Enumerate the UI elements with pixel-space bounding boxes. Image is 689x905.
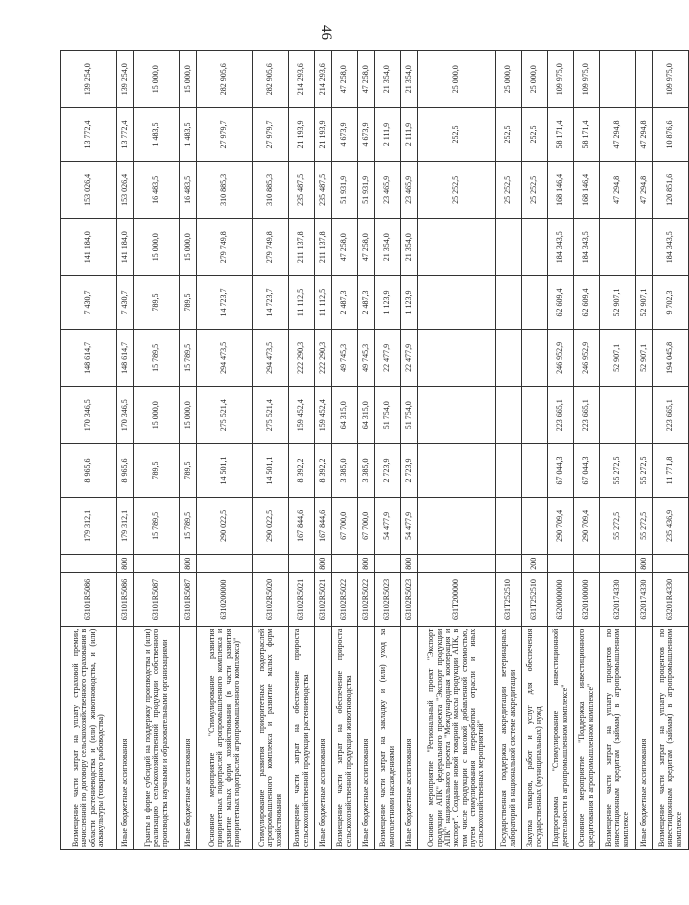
row-value: 282 905,6 bbox=[253, 51, 289, 108]
row-value: 14 501,1 bbox=[253, 444, 289, 497]
row-group: 800 bbox=[117, 555, 134, 573]
row-value: 223 665,1 bbox=[653, 387, 689, 444]
row-value: 16 483,5 bbox=[180, 161, 197, 218]
row-value: 47 258,0 bbox=[358, 51, 375, 108]
row-value: 25 252,5 bbox=[496, 161, 522, 218]
table-row bbox=[418, 51, 496, 850]
row-value: 179 312,1 bbox=[117, 497, 134, 554]
row-value: 21 193,9 bbox=[289, 108, 315, 161]
row-group: 800 bbox=[180, 555, 197, 573]
row-value: 252,5 bbox=[418, 108, 496, 161]
row-value: 246 952,9 bbox=[574, 329, 600, 386]
row-value: 120 851,6 bbox=[653, 161, 689, 218]
row-value: 1 483,5 bbox=[180, 108, 197, 161]
row-value: 64 315,0 bbox=[358, 387, 375, 444]
row-value: 9 702,3 bbox=[653, 276, 689, 329]
row-value bbox=[600, 387, 636, 444]
row-value: 222 290,3 bbox=[289, 329, 315, 386]
row-value: 290 022,5 bbox=[253, 497, 289, 554]
row-value: 47 294,8 bbox=[600, 108, 636, 161]
row-name: Иные бюджетные ассигнования bbox=[180, 626, 197, 849]
row-value: 55 272,5 bbox=[636, 444, 653, 497]
row-value bbox=[600, 51, 636, 108]
row-value: 58 171,4 bbox=[574, 108, 600, 161]
row-value: 15 000,0 bbox=[134, 219, 180, 276]
page-number: 46 bbox=[318, 25, 334, 40]
row-value bbox=[522, 276, 548, 329]
row-value: 184 343,5 bbox=[574, 219, 600, 276]
row-value: 310 885,3 bbox=[253, 161, 289, 218]
row-value: 11 112,5 bbox=[315, 276, 332, 329]
row-value: 279 749,8 bbox=[197, 219, 253, 276]
row-value: 14 723,7 bbox=[253, 276, 289, 329]
table-row bbox=[574, 51, 600, 850]
row-value: 23 465,9 bbox=[401, 161, 418, 218]
row-code: 63102R5020 bbox=[253, 573, 289, 626]
row-code: 63201R4330 bbox=[653, 573, 689, 626]
row-value: 8 965,6 bbox=[61, 444, 117, 497]
row-code: 63101R5087 bbox=[180, 573, 197, 626]
row-value: 55 272,5 bbox=[636, 497, 653, 554]
row-value bbox=[522, 329, 548, 386]
row-value: 148 614,7 bbox=[117, 329, 134, 386]
row-value: 4 673,9 bbox=[332, 108, 358, 161]
row-code: 63102R5022 bbox=[332, 573, 358, 626]
row-value: 2 723,9 bbox=[401, 444, 418, 497]
row-code: 63102R5022 bbox=[358, 573, 375, 626]
table-row bbox=[548, 51, 574, 850]
table-row bbox=[375, 51, 401, 850]
row-value: 141 184,0 bbox=[117, 219, 134, 276]
row-value: 21 354,0 bbox=[375, 51, 401, 108]
row-value: 15 000,0 bbox=[134, 51, 180, 108]
row-value: 22 477,9 bbox=[401, 329, 418, 386]
row-value: 49 745,3 bbox=[332, 329, 358, 386]
row-value: 67 044,3 bbox=[574, 444, 600, 497]
row-value: 67 044,3 bbox=[548, 444, 574, 497]
row-value: 7 430,7 bbox=[61, 276, 117, 329]
row-value: 2 487,3 bbox=[358, 276, 375, 329]
row-value: 789,5 bbox=[134, 276, 180, 329]
row-code: 63101R5086 bbox=[61, 573, 117, 626]
row-value: 27 979,7 bbox=[253, 108, 289, 161]
row-value: 3 385,0 bbox=[332, 444, 358, 497]
table-row bbox=[134, 51, 180, 850]
row-value: 1 483,5 bbox=[134, 108, 180, 161]
row-value: 23 465,9 bbox=[375, 161, 401, 218]
row-group bbox=[253, 555, 289, 573]
row-group: 800 bbox=[315, 555, 332, 573]
row-value: 11 112,5 bbox=[289, 276, 315, 329]
row-name: Иные бюджетные ассигнования bbox=[636, 626, 653, 849]
table-row bbox=[197, 51, 253, 850]
row-value bbox=[496, 276, 522, 329]
row-value: 109 975,0 bbox=[574, 51, 600, 108]
row-group bbox=[134, 555, 180, 573]
row-value: 275 521,4 bbox=[197, 387, 253, 444]
row-value: 282 905,6 bbox=[197, 51, 253, 108]
row-value: 789,5 bbox=[180, 444, 197, 497]
row-value: 15 000,0 bbox=[180, 219, 197, 276]
row-value: 15 789,5 bbox=[180, 497, 197, 554]
row-value: 294 473,5 bbox=[197, 329, 253, 386]
row-code: 63102R5021 bbox=[315, 573, 332, 626]
table-row bbox=[332, 51, 358, 850]
row-value: 47 258,0 bbox=[332, 51, 358, 108]
row-code: 63102R5023 bbox=[375, 573, 401, 626]
row-name: Возмещение части затрат на уплату процентов по инвестиционным кредитам (займам) в агропромышленном комплексе bbox=[600, 626, 636, 849]
row-value bbox=[600, 219, 636, 276]
row-value: 14 723,7 bbox=[197, 276, 253, 329]
row-value: 51 754,0 bbox=[375, 387, 401, 444]
row-group bbox=[61, 555, 117, 573]
row-value: 159 452,4 bbox=[315, 387, 332, 444]
row-value bbox=[496, 219, 522, 276]
row-name: Закупка товаров, работ и услуг для обеспечения государственных (муниципальных) нужд bbox=[522, 626, 548, 849]
row-value: 21 193,9 bbox=[315, 108, 332, 161]
row-value: 184 343,5 bbox=[548, 219, 574, 276]
table-row bbox=[653, 51, 689, 850]
row-name: Возмещение части затрат на обеспечение прироста сельскохозяйственной продукции животноводства bbox=[332, 626, 358, 849]
row-value: 25 000,0 bbox=[418, 51, 496, 108]
row-value: 8 392,2 bbox=[289, 444, 315, 497]
row-value: 21 354,0 bbox=[375, 219, 401, 276]
row-value: 47 294,8 bbox=[636, 161, 653, 218]
row-value: 15 000,0 bbox=[134, 387, 180, 444]
table-row bbox=[600, 51, 636, 850]
row-code: 63101R5086 bbox=[117, 573, 134, 626]
row-value bbox=[418, 219, 496, 276]
row-value: 15 000,0 bbox=[180, 387, 197, 444]
row-name: Подпрограмма "Стимулирование инвестиционной деятельности в агропромышленном комплексе" bbox=[548, 626, 574, 849]
row-value: 58 171,4 bbox=[548, 108, 574, 161]
row-value: 25 000,0 bbox=[522, 51, 548, 108]
row-value bbox=[496, 444, 522, 497]
row-value: 52 907,1 bbox=[636, 276, 653, 329]
row-value: 170 346,5 bbox=[117, 387, 134, 444]
row-value bbox=[522, 444, 548, 497]
row-value: 27 979,7 bbox=[197, 108, 253, 161]
row-value bbox=[418, 497, 496, 554]
table-row bbox=[401, 51, 418, 850]
row-value: 167 844,6 bbox=[315, 497, 332, 554]
row-value: 2 111,9 bbox=[375, 108, 401, 161]
row-value: 52 907,1 bbox=[600, 276, 636, 329]
row-value: 148 614,7 bbox=[61, 329, 117, 386]
row-group bbox=[375, 555, 401, 573]
table-row bbox=[315, 51, 332, 850]
row-value: 214 293,6 bbox=[289, 51, 315, 108]
row-value: 64 315,0 bbox=[332, 387, 358, 444]
row-value: 14 501,1 bbox=[197, 444, 253, 497]
row-value: 15 789,5 bbox=[134, 329, 180, 386]
row-value: 279 749,8 bbox=[253, 219, 289, 276]
row-value: 789,5 bbox=[180, 276, 197, 329]
row-value: 1 123,9 bbox=[401, 276, 418, 329]
row-value bbox=[636, 219, 653, 276]
row-code: 63102R5021 bbox=[289, 573, 315, 626]
row-value bbox=[636, 51, 653, 108]
row-value: 47 258,0 bbox=[358, 219, 375, 276]
row-value: 47 294,8 bbox=[636, 108, 653, 161]
budget-table bbox=[60, 50, 689, 850]
row-value bbox=[418, 387, 496, 444]
row-value: 8 965,6 bbox=[117, 444, 134, 497]
row-value: 47 258,0 bbox=[332, 219, 358, 276]
row-group bbox=[548, 555, 574, 573]
row-code: 631T200000 bbox=[418, 573, 496, 626]
row-value: 170 346,5 bbox=[61, 387, 117, 444]
row-group bbox=[496, 555, 522, 573]
row-name: Возмещение части затрат на обеспечение прироста сельскохозяйственной продукции растениеводства bbox=[289, 626, 315, 849]
row-code: 63102R5023 bbox=[401, 573, 418, 626]
row-value: 223 665,1 bbox=[548, 387, 574, 444]
row-value: 10 876,6 bbox=[653, 108, 689, 161]
row-value: 2 487,3 bbox=[332, 276, 358, 329]
row-code: 6320100000 bbox=[574, 573, 600, 626]
row-value: 51 754,0 bbox=[401, 387, 418, 444]
row-value: 789,5 bbox=[134, 444, 180, 497]
row-value bbox=[418, 276, 496, 329]
row-value: 62 609,4 bbox=[574, 276, 600, 329]
row-value: 62 609,4 bbox=[548, 276, 574, 329]
row-value: 211 137,8 bbox=[289, 219, 315, 276]
row-name: Стимулирование развития приоритетных подотраслей агропромышленного комплекса и развитие малых форм хозяйствования bbox=[253, 626, 289, 849]
row-value: 194 045,8 bbox=[653, 329, 689, 386]
row-value: 22 477,9 bbox=[375, 329, 401, 386]
row-value: 67 700,0 bbox=[332, 497, 358, 554]
row-value: 52 907,1 bbox=[636, 329, 653, 386]
table-row bbox=[289, 51, 315, 850]
row-name: Основное мероприятие "Региональный проект "Экспорт продукции АПК" федерального проекта "Экспорт продукции АПК" национального проекта "Международная кооперация и экспорт". Создание новой товарной массы продукции АПК, в том числе продукции с высокой добавленной стоимостью, путем стимулирования переработки отрасли и иных сельскохозяйственных мероприятий" bbox=[418, 626, 496, 849]
row-value bbox=[522, 219, 548, 276]
table-row bbox=[636, 51, 653, 850]
row-value: 2 723,9 bbox=[375, 444, 401, 497]
table-row bbox=[253, 51, 289, 850]
row-value: 184 343,5 bbox=[653, 219, 689, 276]
row-group bbox=[418, 555, 496, 573]
row-value: 25 252,5 bbox=[418, 161, 496, 218]
row-group bbox=[197, 555, 253, 573]
row-name: Возмещение части затрат на уплату страховой премии, начисленной по договору сельскохозяйственного страхования в области растениеводства и (или) животноводства, и (или) аквакультуры (товарного рыбоводства) bbox=[61, 626, 117, 849]
row-value: 246 952,9 bbox=[548, 329, 574, 386]
row-value: 235 487,5 bbox=[289, 161, 315, 218]
row-value: 67 700,0 bbox=[358, 497, 375, 554]
row-value: 235 487,5 bbox=[315, 161, 332, 218]
row-value: 223 665,1 bbox=[574, 387, 600, 444]
row-name: Гранты в форме субсидий на поддержку производства и (или) реализацию сельскохозяйственной продукции собственного производства научными и образовательными организациями bbox=[134, 626, 180, 849]
row-value: 1 123,9 bbox=[375, 276, 401, 329]
row-value: 211 137,8 bbox=[315, 219, 332, 276]
row-code: 6320174330 bbox=[600, 573, 636, 626]
row-value: 11 771,8 bbox=[653, 444, 689, 497]
row-value: 159 452,4 bbox=[289, 387, 315, 444]
row-value: 153 026,4 bbox=[61, 161, 117, 218]
row-value: 13 772,4 bbox=[61, 108, 117, 161]
row-value: 275 521,4 bbox=[253, 387, 289, 444]
row-value: 4 673,9 bbox=[358, 108, 375, 161]
row-code: 6320000000 bbox=[548, 573, 574, 626]
row-group: 200 bbox=[522, 555, 548, 573]
row-value: 252,5 bbox=[522, 108, 548, 161]
row-value bbox=[496, 387, 522, 444]
table-row bbox=[180, 51, 197, 850]
row-code: 63101R5087 bbox=[134, 573, 180, 626]
row-value: 168 146,4 bbox=[548, 161, 574, 218]
row-value: 15 789,5 bbox=[180, 329, 197, 386]
row-value: 7 430,7 bbox=[117, 276, 134, 329]
row-value: 55 272,5 bbox=[600, 444, 636, 497]
row-value: 8 392,2 bbox=[315, 444, 332, 497]
row-value: 16 483,5 bbox=[134, 161, 180, 218]
row-value: 3 385,0 bbox=[358, 444, 375, 497]
row-group bbox=[600, 555, 636, 573]
row-group bbox=[653, 555, 689, 573]
row-group: 800 bbox=[401, 555, 418, 573]
row-value: 51 931,9 bbox=[358, 161, 375, 218]
row-value: 139 254,0 bbox=[117, 51, 134, 108]
row-value: 235 436,9 bbox=[653, 497, 689, 554]
row-value: 109 975,0 bbox=[548, 51, 574, 108]
row-group bbox=[574, 555, 600, 573]
row-value: 21 354,0 bbox=[401, 51, 418, 108]
row-name: Государственная поддержка аккредитации ветеринарных лабораторий в национальной системе аккредитации bbox=[496, 626, 522, 849]
row-value: 13 772,4 bbox=[117, 108, 134, 161]
table-row bbox=[358, 51, 375, 850]
row-group: 800 bbox=[358, 555, 375, 573]
table-row bbox=[117, 51, 134, 850]
row-value: 290 709,4 bbox=[574, 497, 600, 554]
row-value: 290 022,5 bbox=[197, 497, 253, 554]
row-value: 214 293,6 bbox=[315, 51, 332, 108]
row-value: 54 477,9 bbox=[375, 497, 401, 554]
rotated-page bbox=[60, 50, 683, 850]
table-row bbox=[496, 51, 522, 850]
row-code: 6310200000 bbox=[197, 573, 253, 626]
row-value bbox=[522, 387, 548, 444]
row-group bbox=[289, 555, 315, 573]
row-value: 21 354,0 bbox=[401, 219, 418, 276]
row-value: 167 844,6 bbox=[289, 497, 315, 554]
row-value: 294 473,5 bbox=[253, 329, 289, 386]
row-value: 25 000,0 bbox=[496, 51, 522, 108]
row-value: 54 477,9 bbox=[401, 497, 418, 554]
row-name: Основное мероприятие "Поддержка инвестиционного кредитования в агропромышленном комплексе" bbox=[574, 626, 600, 849]
row-value bbox=[496, 497, 522, 554]
row-value: 2 111,9 bbox=[401, 108, 418, 161]
row-name: Иные бюджетные ассигнования bbox=[401, 626, 418, 849]
row-value: 49 745,3 bbox=[358, 329, 375, 386]
row-value: 310 885,3 bbox=[197, 161, 253, 218]
row-group: 800 bbox=[636, 555, 653, 573]
row-value: 15 789,5 bbox=[134, 497, 180, 554]
row-value: 47 294,8 bbox=[600, 161, 636, 218]
row-name: Иные бюджетные ассигнования bbox=[117, 626, 134, 849]
row-value bbox=[418, 444, 496, 497]
row-value bbox=[636, 387, 653, 444]
row-name: Иные бюджетные ассигнования bbox=[358, 626, 375, 849]
row-code: 631T252510 bbox=[496, 573, 522, 626]
row-value: 109 975,0 bbox=[653, 51, 689, 108]
row-name: Возмещение части затрат на закладку и (или) уход за многолетними насаждениями bbox=[375, 626, 401, 849]
row-value: 168 146,4 bbox=[574, 161, 600, 218]
row-value: 252,5 bbox=[496, 108, 522, 161]
row-name: Иные бюджетные ассигнования bbox=[315, 626, 332, 849]
table-row bbox=[61, 51, 117, 850]
row-name: Возмещение части затрат на уплату процентов по инвестиционным кредитам (займам) в агропромышленном комплексе bbox=[653, 626, 689, 849]
row-code: 6320174330 bbox=[636, 573, 653, 626]
row-value: 25 252,5 bbox=[522, 161, 548, 218]
row-name: Основное мероприятие "Стимулирование развития приоритетных подотраслей агропромышленного комплекса и развитие малых форм хозяйствования (в части развития приоритетных подотраслей агропромышленного комплекса)" bbox=[197, 626, 253, 849]
row-value: 141 184,0 bbox=[61, 219, 117, 276]
row-value: 222 290,3 bbox=[315, 329, 332, 386]
row-value: 55 272,5 bbox=[600, 497, 636, 554]
row-group bbox=[332, 555, 358, 573]
row-value: 139 254,0 bbox=[61, 51, 117, 108]
row-value: 290 709,4 bbox=[548, 497, 574, 554]
row-value: 153 026,4 bbox=[117, 161, 134, 218]
row-code: 631T252510 bbox=[522, 573, 548, 626]
row-value bbox=[496, 329, 522, 386]
row-value bbox=[522, 497, 548, 554]
row-value: 51 931,9 bbox=[332, 161, 358, 218]
row-value: 52 907,1 bbox=[600, 329, 636, 386]
table-body bbox=[61, 51, 689, 850]
table-row bbox=[522, 51, 548, 850]
row-value: 15 000,0 bbox=[180, 51, 197, 108]
row-value bbox=[418, 329, 496, 386]
row-value: 179 312,1 bbox=[61, 497, 117, 554]
